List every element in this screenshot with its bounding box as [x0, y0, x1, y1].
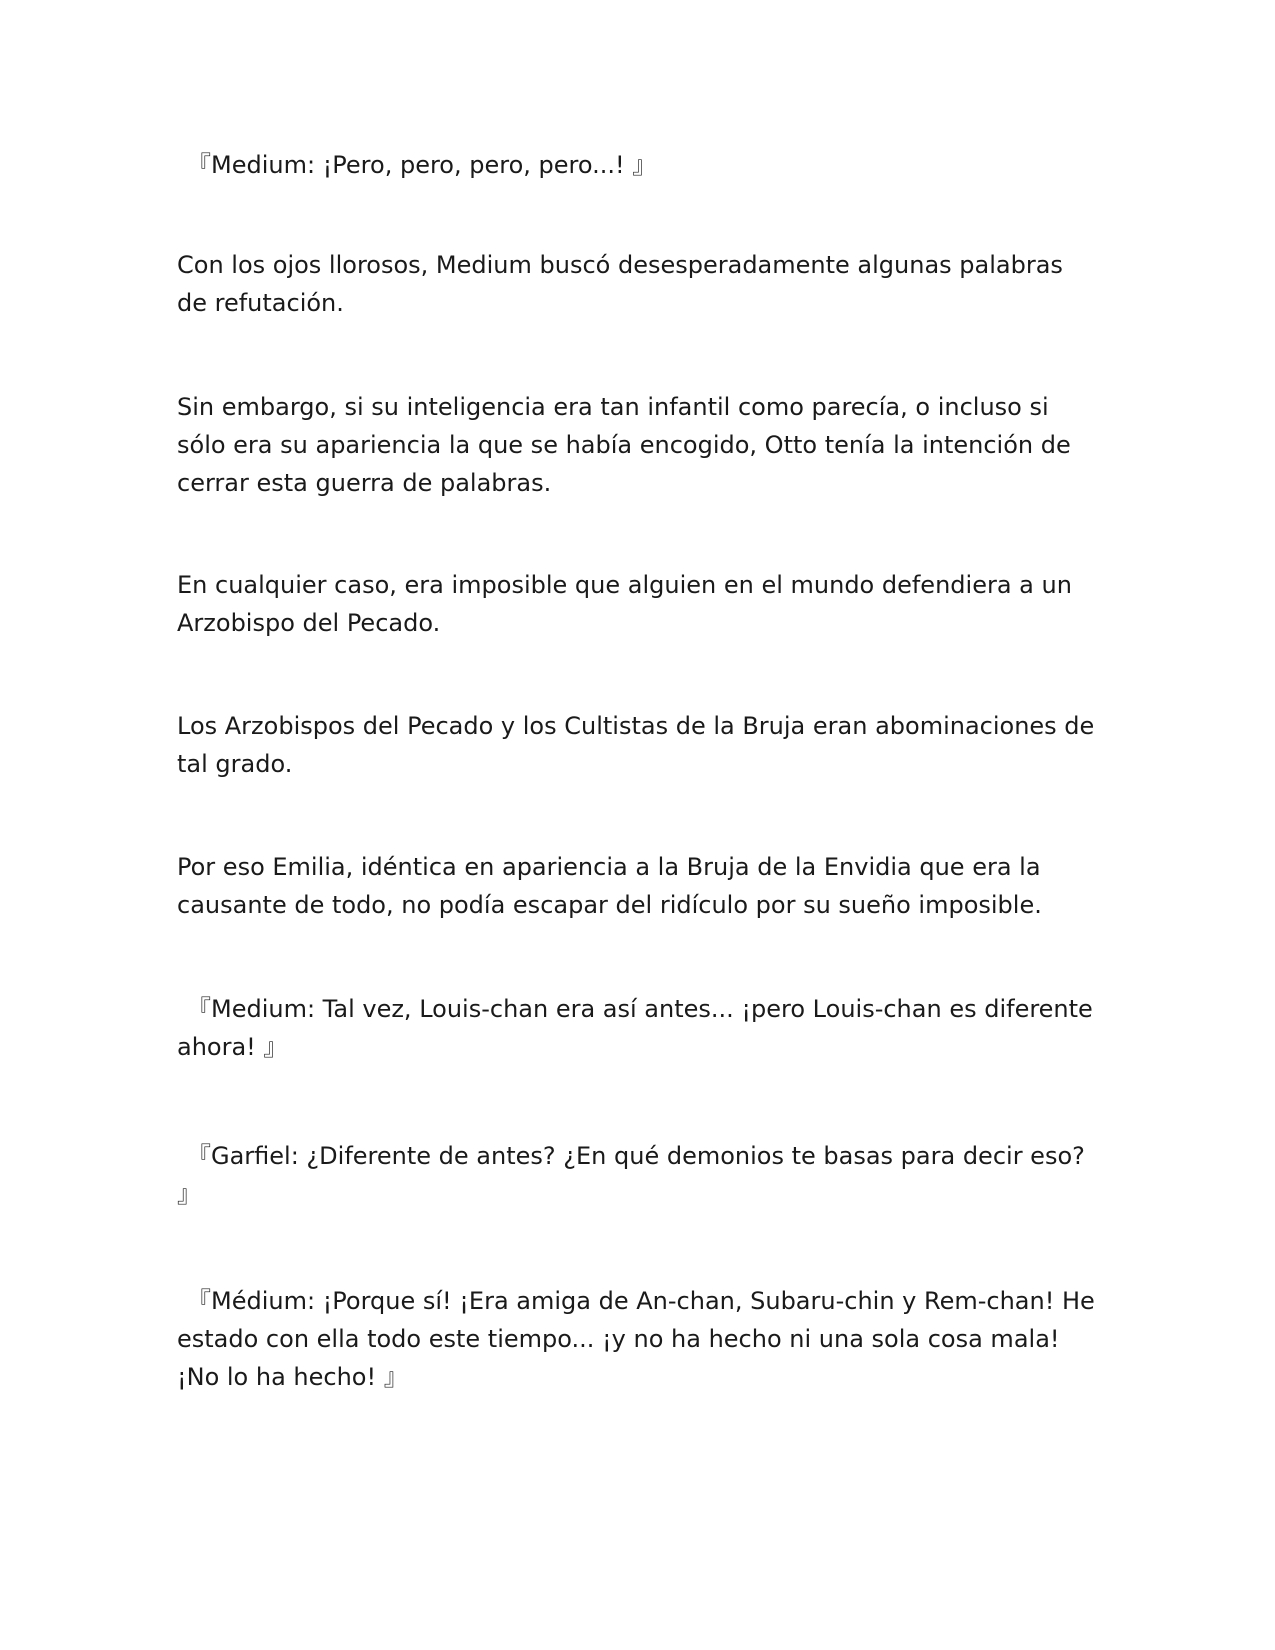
paragraph-abominations: Los Arzobispos del Pecado y los Cultistas de la Bruja eran abominaciones de tal grado. [177, 712, 1102, 778]
dialogue-medium-porque-si: 『Médium: ¡Porque sí! ¡Era amiga de An-chan, Subaru-chin y Rem-chan! He estado con ella todo este tiempo... ¡y no ha hecho ni una sola cosa mala! ¡No lo ha hecho! 』 [177, 1287, 1103, 1391]
paragraph-no-defense: En cualquier caso, era imposible que alguien en el mundo defendiera a un Arzobispo del Pecado. [177, 571, 1080, 637]
dialogue-medium-pero: 『Medium: ¡Pero, pero, pero, pero...! 』 [187, 151, 657, 179]
paragraph-medium-tears: Con los ojos llorosos, Medium buscó desesperadamente algunas palabras de refutación. [177, 251, 1071, 317]
paragraph-otto-intention: Sin embargo, si su inteligencia era tan infantil como parecía, o incluso si sólo era su apariencia la que se había encogido, Otto tenía la intención de cerrar esta guerra de palabras. [177, 393, 1079, 497]
paragraph-emilia-ridicule: Por eso Emilia, idéntica en apariencia a la Bruja de la Envidia que era la causante de todo, no podía escapar del ridículo por su sueño imposible. [177, 853, 1049, 919]
dialogue-medium-louis-different: 『Medium: Tal vez, Louis-chan era así antes... ¡pero Louis-chan es diferente ahora! 』 [177, 995, 1101, 1061]
dialogue-garfiel-question: 『Garfiel: ¿Diferente de antes? ¿En qué demonios te basas para decir eso? 』 [177, 1142, 1093, 1208]
